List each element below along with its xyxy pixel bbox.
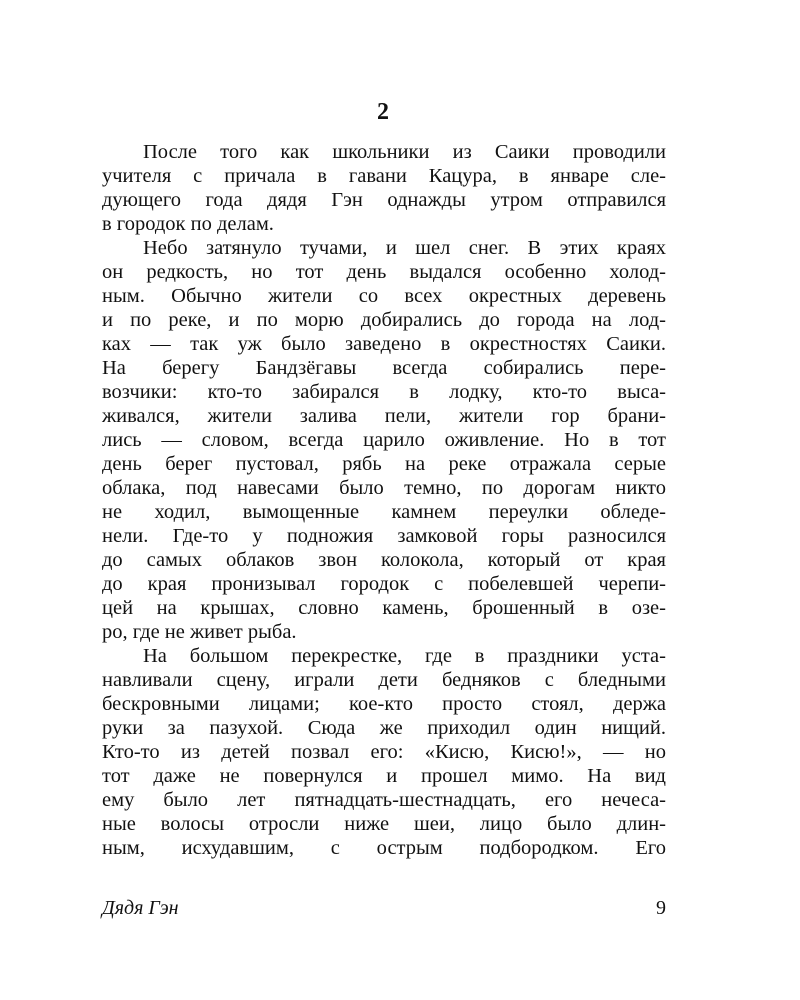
running-head: Дядя Гэн [102,897,179,919]
text-line: После того как школьники из Саики проводили [143,141,666,163]
text-line: дующего года дядя Гэн однажды утром отправился [102,189,666,211]
text-line: нели. Где-то у подножия замковой горы разносился [102,525,666,547]
text-line: ные волосы отросли ниже шеи, лицо было длин- [102,813,666,835]
text-line: бескровными лицами; кое-кто просто стоял, держа [102,693,666,715]
text-line: ным, исхудавшим, с острым подбородком. Его [102,837,666,859]
paragraph [102,644,666,860]
body-text [102,140,666,860]
text-line: и по реке, и по морю добирались до города на лод- [102,309,666,331]
text-line: ему было лет пятнадцать-шестнадцать, его нечеса- [102,789,666,811]
text-line: возчики: кто-то забирался в лодку, кто-то выса- [102,381,666,403]
text-line: Кто-то из детей позвал его: «Кисю, Кисю!», — но [102,741,666,763]
text-line: Небо затянуло тучами, и шел снег. В этих краях [143,237,666,259]
text-line: живался, жители залива пели, жители гор брани- [102,405,666,427]
text-line: ро, где не живет рыба. [102,621,297,643]
text-line: ках — так уж было заведено в окрестностях Саики. [102,333,666,355]
chapter-number: 2 [377,99,389,125]
text-line: облака, под навесами было темно, по дорогам никто [102,477,666,499]
text-line: На большом перекрестке, где в праздники уста- [143,645,666,667]
text-line: ным. Обычно жители со всех окрестных деревень [102,285,666,307]
text-line: На берегу Бандзёгавы всегда собирались пере- [102,357,666,379]
text-line: руки за пазухой. Сюда же приходил один нищий. [102,717,666,739]
text-line: до самых облаков звон колокола, который от края [102,549,666,571]
text-line: в городок по делам. [102,213,274,235]
page-number: 9 [656,897,666,919]
text-line: тот даже не повернулся и прошел мимо. На вид [102,765,666,787]
text-line: не ходил, вымощенные камнем переулки обледе- [102,501,666,523]
text-line: учителя с причала в гавани Кацура, в январе сле- [102,165,666,187]
text-line: навливали сцену, играли дети бедняков с бледными [102,669,666,691]
page-footer [102,893,666,923]
paragraph [102,236,666,644]
text-line: до края пронизывал городок с побелевшей черепи- [102,573,666,595]
text-line: он редкость, но тот день выдался особенно холод- [102,261,666,283]
text-line: цей на крышах, словно камень, брошенный в озе- [102,597,666,619]
text-line: день берег пустовал, рябь на реке отражала серые [102,453,666,475]
paragraph [102,140,666,236]
text-line: лись — словом, всегда царило оживление. Но в тот [102,429,666,451]
